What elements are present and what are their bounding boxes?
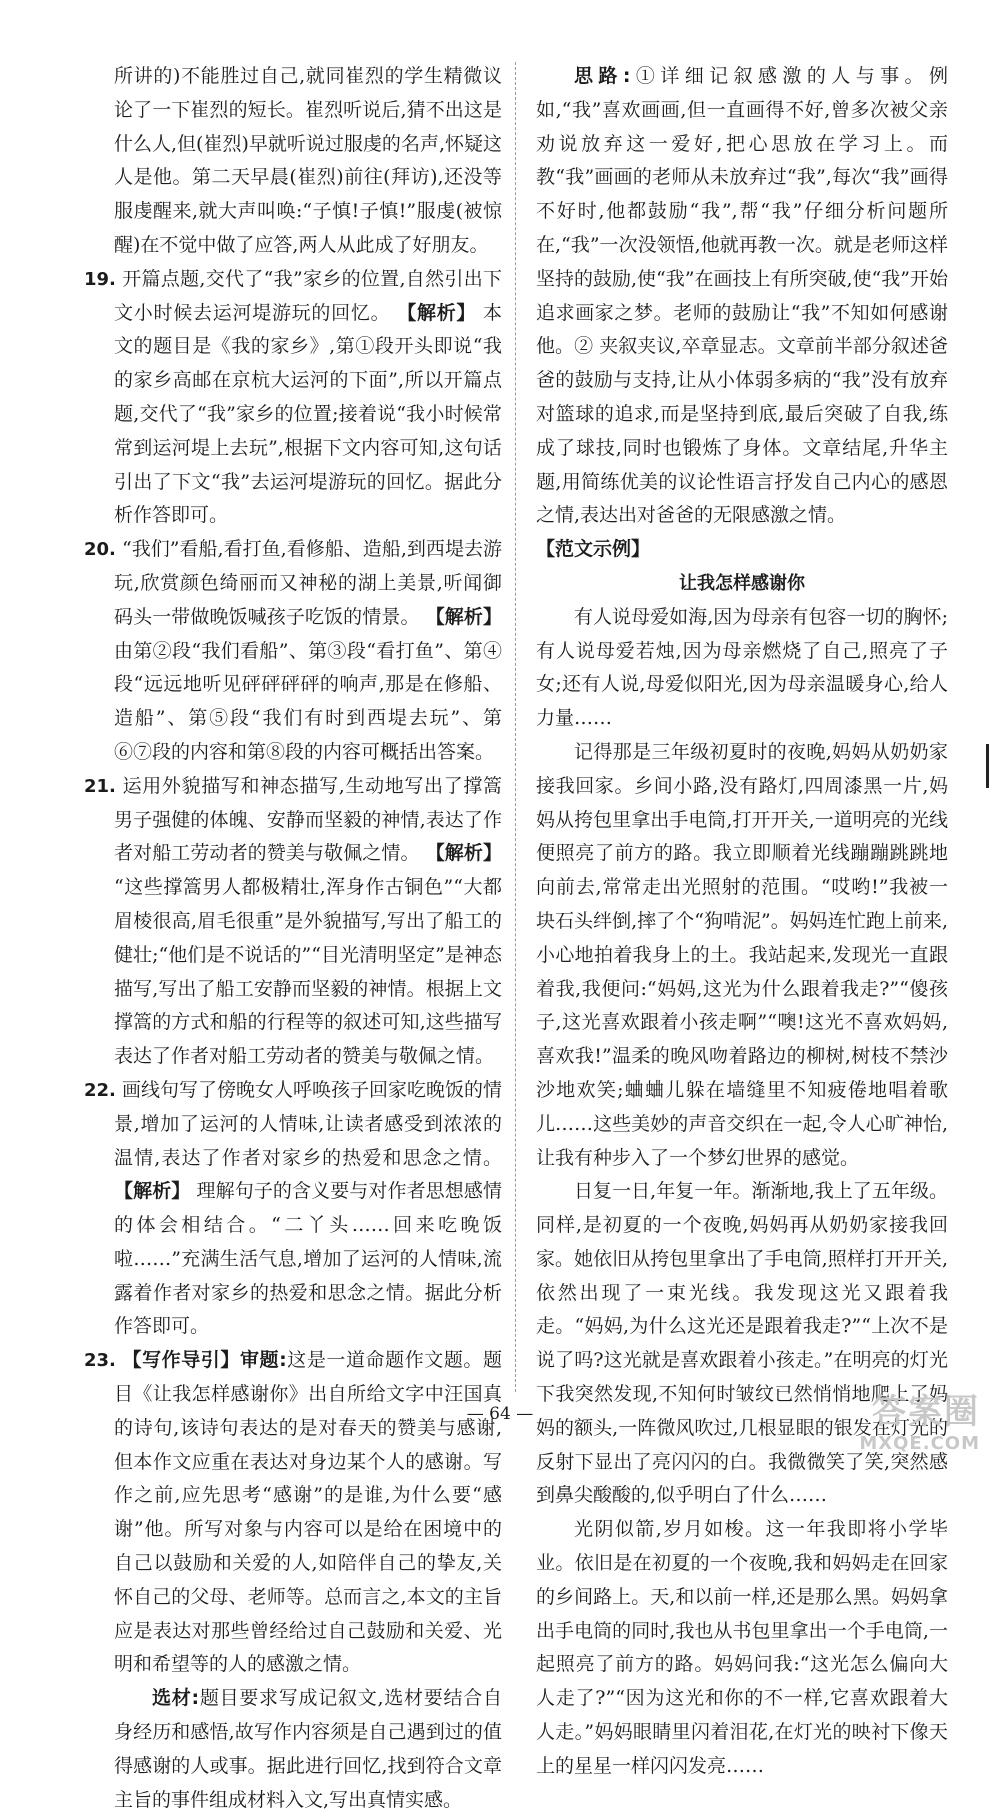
analysis-text: 理解句子的含义要与对作者思想感情的体会相结合。“二丫头……回来吃晚饭啦……”充满生活气息,增加了运河的人情味,流露着作者对家乡的热爱和思念之情。据此分析作答即可。: [114, 1180, 502, 1338]
analysis-text: 由第②段“我们看船”、第③段“看打鱼”、第④段“远远地听见砰砰砰砰的响声,那是在修船、造船”、第⑤段“我们有时到西堤去玩”、第⑥⑦段的内容和第⑧段的内容可概括出答案。: [114, 639, 502, 763]
writing-approach: [536, 60, 948, 533]
answer-22: [84, 1074, 502, 1344]
approach-text: ①详细记叙感激的人与事。例如,“我”喜欢画画,但一直画得不好,曾多次被父亲劝说放弃这一爱好,把心思放在学习上。而教“我”画画的老师从未放弃过“我”,每次“我”画得不好时,他都鼓励“我”,帮“我”仔细分析问题所在,“我”一次没领悟,他就再教一次。就是老师这样坚持的鼓励,使“我”在画技上有所突破,使“我”开始追求画家之梦。老师的鼓励让“我”不知如何感谢他。② 夹叙夹议,卒章显志。文章前半部分叙述爸爸的鼓励与支持,让从小体弱多病的“我”没有放弃对篮球的追求,而是坚持到底,最后突破了自我,练成了球技,同时也锻炼了身体。文章结尾,升华主题,用简练优美的议论性语言抒发自己内心的感恩之情,表达出对爸爸的无限感激之情。: [536, 65, 948, 527]
answer-20: [84, 533, 502, 770]
answer-23: [84, 1344, 502, 1682]
topic-review-text: 这是一道命题作文题。题目《让我怎样感谢你》出自所给文字中汪国真的诗句,该诗句表达的是对春天的赞美与感谢,但本作文应重在表达对身边某个人的感谢。写作之前,应先思考“感谢”的是谁,为什么要“感谢”他。所写对象与内容可以是给在困境中的自己以鼓励和关爱的人,如陪伴自己的挚友,关怀自己的父母、老师等。总而言之,本文的主旨应是表达对那些曾经给过自己鼓励和关爱、光明和希望等的人的感激之情。: [114, 1349, 502, 1676]
watermark-url: MXQE.COM: [859, 1433, 980, 1454]
answer-19: [84, 263, 502, 533]
writing-guide-label: 【写作导引】: [122, 1349, 240, 1372]
answer-text: 画线句写了傍晚女人呼唤孩子回家吃晚饭的情景,增加了运河的人情味,让读者感受到浓浓的温情,表达了作者对家乡的热爱和思念之情。: [114, 1078, 502, 1169]
essay-paragraph-3: 日复一日,年复一年。渐渐地,我上了五年级。同样,是初夏的一个夜晚,妈妈再从奶奶家接我回家。她依旧从挎包里拿出了手电筒,照样打开开关,依然出现了一束光线。我发现这光又跟着我走。“妈妈,为什么这光还是跟着我走?”“上次不是说了吗?这光就是喜欢跟着小孩走。”在明亮的灯光下我突然发现,不知何时皱纹已然悄悄地爬上了妈妈的额头,一阵微风吹过,几根显眼的银发在灯光的反射下显出了亮闪闪的白。我微微笑了笑,突然感到鼻尖酸酸的,似乎明白了什么……: [536, 1180, 948, 1507]
column-divider: [515, 62, 517, 1392]
question-number: 22.: [84, 1079, 116, 1101]
analysis-label: 【解析】: [425, 605, 502, 628]
question-number: 23.: [84, 1350, 116, 1372]
material-selection: [84, 1682, 502, 1817]
answer-21: [84, 770, 502, 1074]
analysis-label: 【解析】: [114, 1180, 191, 1203]
sample-essay-label: 【范文示例】: [536, 538, 651, 561]
intro-paragraph: 所讲的)不能胜过自己,就同崔烈的学生精微议论了一下崔烈的短长。崔烈听说后,猜不出这是什么人,但(崔烈)早就听说过服虔的名声,怀疑这人是他。第二天早晨(崔烈)前往(拜访),还没等服虔醒来,就大声叫唤:“子慎!子慎!”服虔(被惊醒)在不觉中做了应答,两人从此成了好朋友。: [114, 65, 502, 256]
page-number: — 64 —: [466, 1404, 534, 1424]
essay-paragraph-4: 光阴似箭,岁月如梭。这一年我即将小学毕业。依旧是在初夏的一个夜晚,我和妈妈走在回家的乡间路上。天,和以前一样,还是那么黑。妈妈拿出手电筒的同时,我也从书包里拿出一个手电筒,一起照亮了前方的路。妈妈问我:“这光怎么偏向大人走了?”“因为这光和你的不一样,它喜欢跟着大人走。”妈妈眼睛里闪着泪花,在灯光的映衬下像天上的星星一样闪闪发亮……: [536, 1518, 948, 1777]
left-column: [84, 60, 502, 1817]
analysis-label: 【解析】: [425, 842, 502, 865]
analysis-text: 本文的题目是《我的家乡》,第①段开头即说“我的家乡高邮在京杭大运河的下面”,所以开篇点题,交代了“我”家乡的位置;接着说“我小时候常常到运河堤上去玩”,根据下文内容可知,这句话引出了下文“我”去运河堤游玩的回忆。据此分析作答即可。: [114, 301, 502, 527]
answer-text: 开篇点题,交代了“我”家乡的位置,自然引出下文小时候去运河堤游玩的回忆。: [114, 267, 502, 324]
topic-review-label: 审题:: [239, 1349, 287, 1372]
watermark-logo: [810, 1384, 980, 1456]
question-number: 19.: [84, 268, 116, 290]
watermark-title: 答案圈: [872, 1392, 980, 1432]
approach-label: 思路:: [574, 65, 631, 87]
right-column: [536, 60, 948, 1784]
margin-mark: [986, 744, 989, 788]
essay-title: 让我怎样感谢你: [679, 572, 805, 594]
analysis-label: 【解析】: [397, 301, 477, 324]
answer-text: “我们”看船,看打鱼,看修船、造船,到西堤去游玩,欣赏颜色绮丽而又神秘的湖上美景,听闻御码头一带做晚饭喊孩子吃饭的情景。: [114, 538, 502, 628]
essay-paragraph-1: 有人说母爱如海,因为母亲有包容一切的胸怀;有人说母爱若烛,因为母亲燃烧了自己,照亮了子女;还有人说,母爱似阳光,因为母亲温暖身心,给人力量……: [536, 605, 948, 730]
question-number: 21.: [84, 775, 116, 797]
material-label: 选材:: [152, 1687, 200, 1710]
material-text: 题目要求写成记叙文,选材要结合自身经历和感悟,故写作内容须是自己遇到过的值得感谢的人或事。据此进行回忆,找到符合文章主旨的事件组成材料入文,写出真情实感。: [114, 1687, 502, 1811]
analysis-text: “这些撑篙男人都极精壮,浑身作古铜色”“大都眉棱很高,眉毛很重”是外貌描写,写出了船工的健壮;“他们是不说话的”“目光清明坚定”是神态描写,写出了船工安静而坚毅的神情。根据上文撑篙的方式和船的行程等的叙述可知,这些描写表达了作者对船工劳动者的赞美与敬佩之情。: [114, 876, 502, 1068]
answer-text: 运用外貌描写和神态描写,生动地写出了撑篙男子强健的体魄、安静而坚毅的神情,表达了作者对船工劳动者的赞美与敬佩之情。: [114, 774, 502, 865]
question-number: 20.: [84, 539, 116, 561]
essay-paragraph-2: 记得那是三年级初夏时的夜晚,妈妈从奶奶家接我回家。乡间小路,没有路灯,四周漆黑一片,妈妈从挎包里拿出手电筒,打开开关,一道明亮的光线便照亮了前方的路。我立即顺着光线蹦蹦跳跳地向前去,常常走出光照射的范围。“哎哟!”我被一块石头绊倒,摔了个“狗啃泥”。妈妈连忙跑上前来,小心地拍着我身上的土。我站起来,发现光一直跟着我,我便问:“妈妈,这光为什么跟着我走?”“傻孩子,这光喜欢跟着小孩走啊”“噢!这光不喜欢妈妈,喜欢我!”温柔的晚风吻着路边的柳树,树枝不禁沙沙地欢笑;蛐蛐儿躲在墙缝里不知疲倦地唱着歌儿……这些美妙的声音交织在一起,令人心旷神怡,让我有种步入了一个梦幻世界的感觉。: [536, 740, 948, 1169]
